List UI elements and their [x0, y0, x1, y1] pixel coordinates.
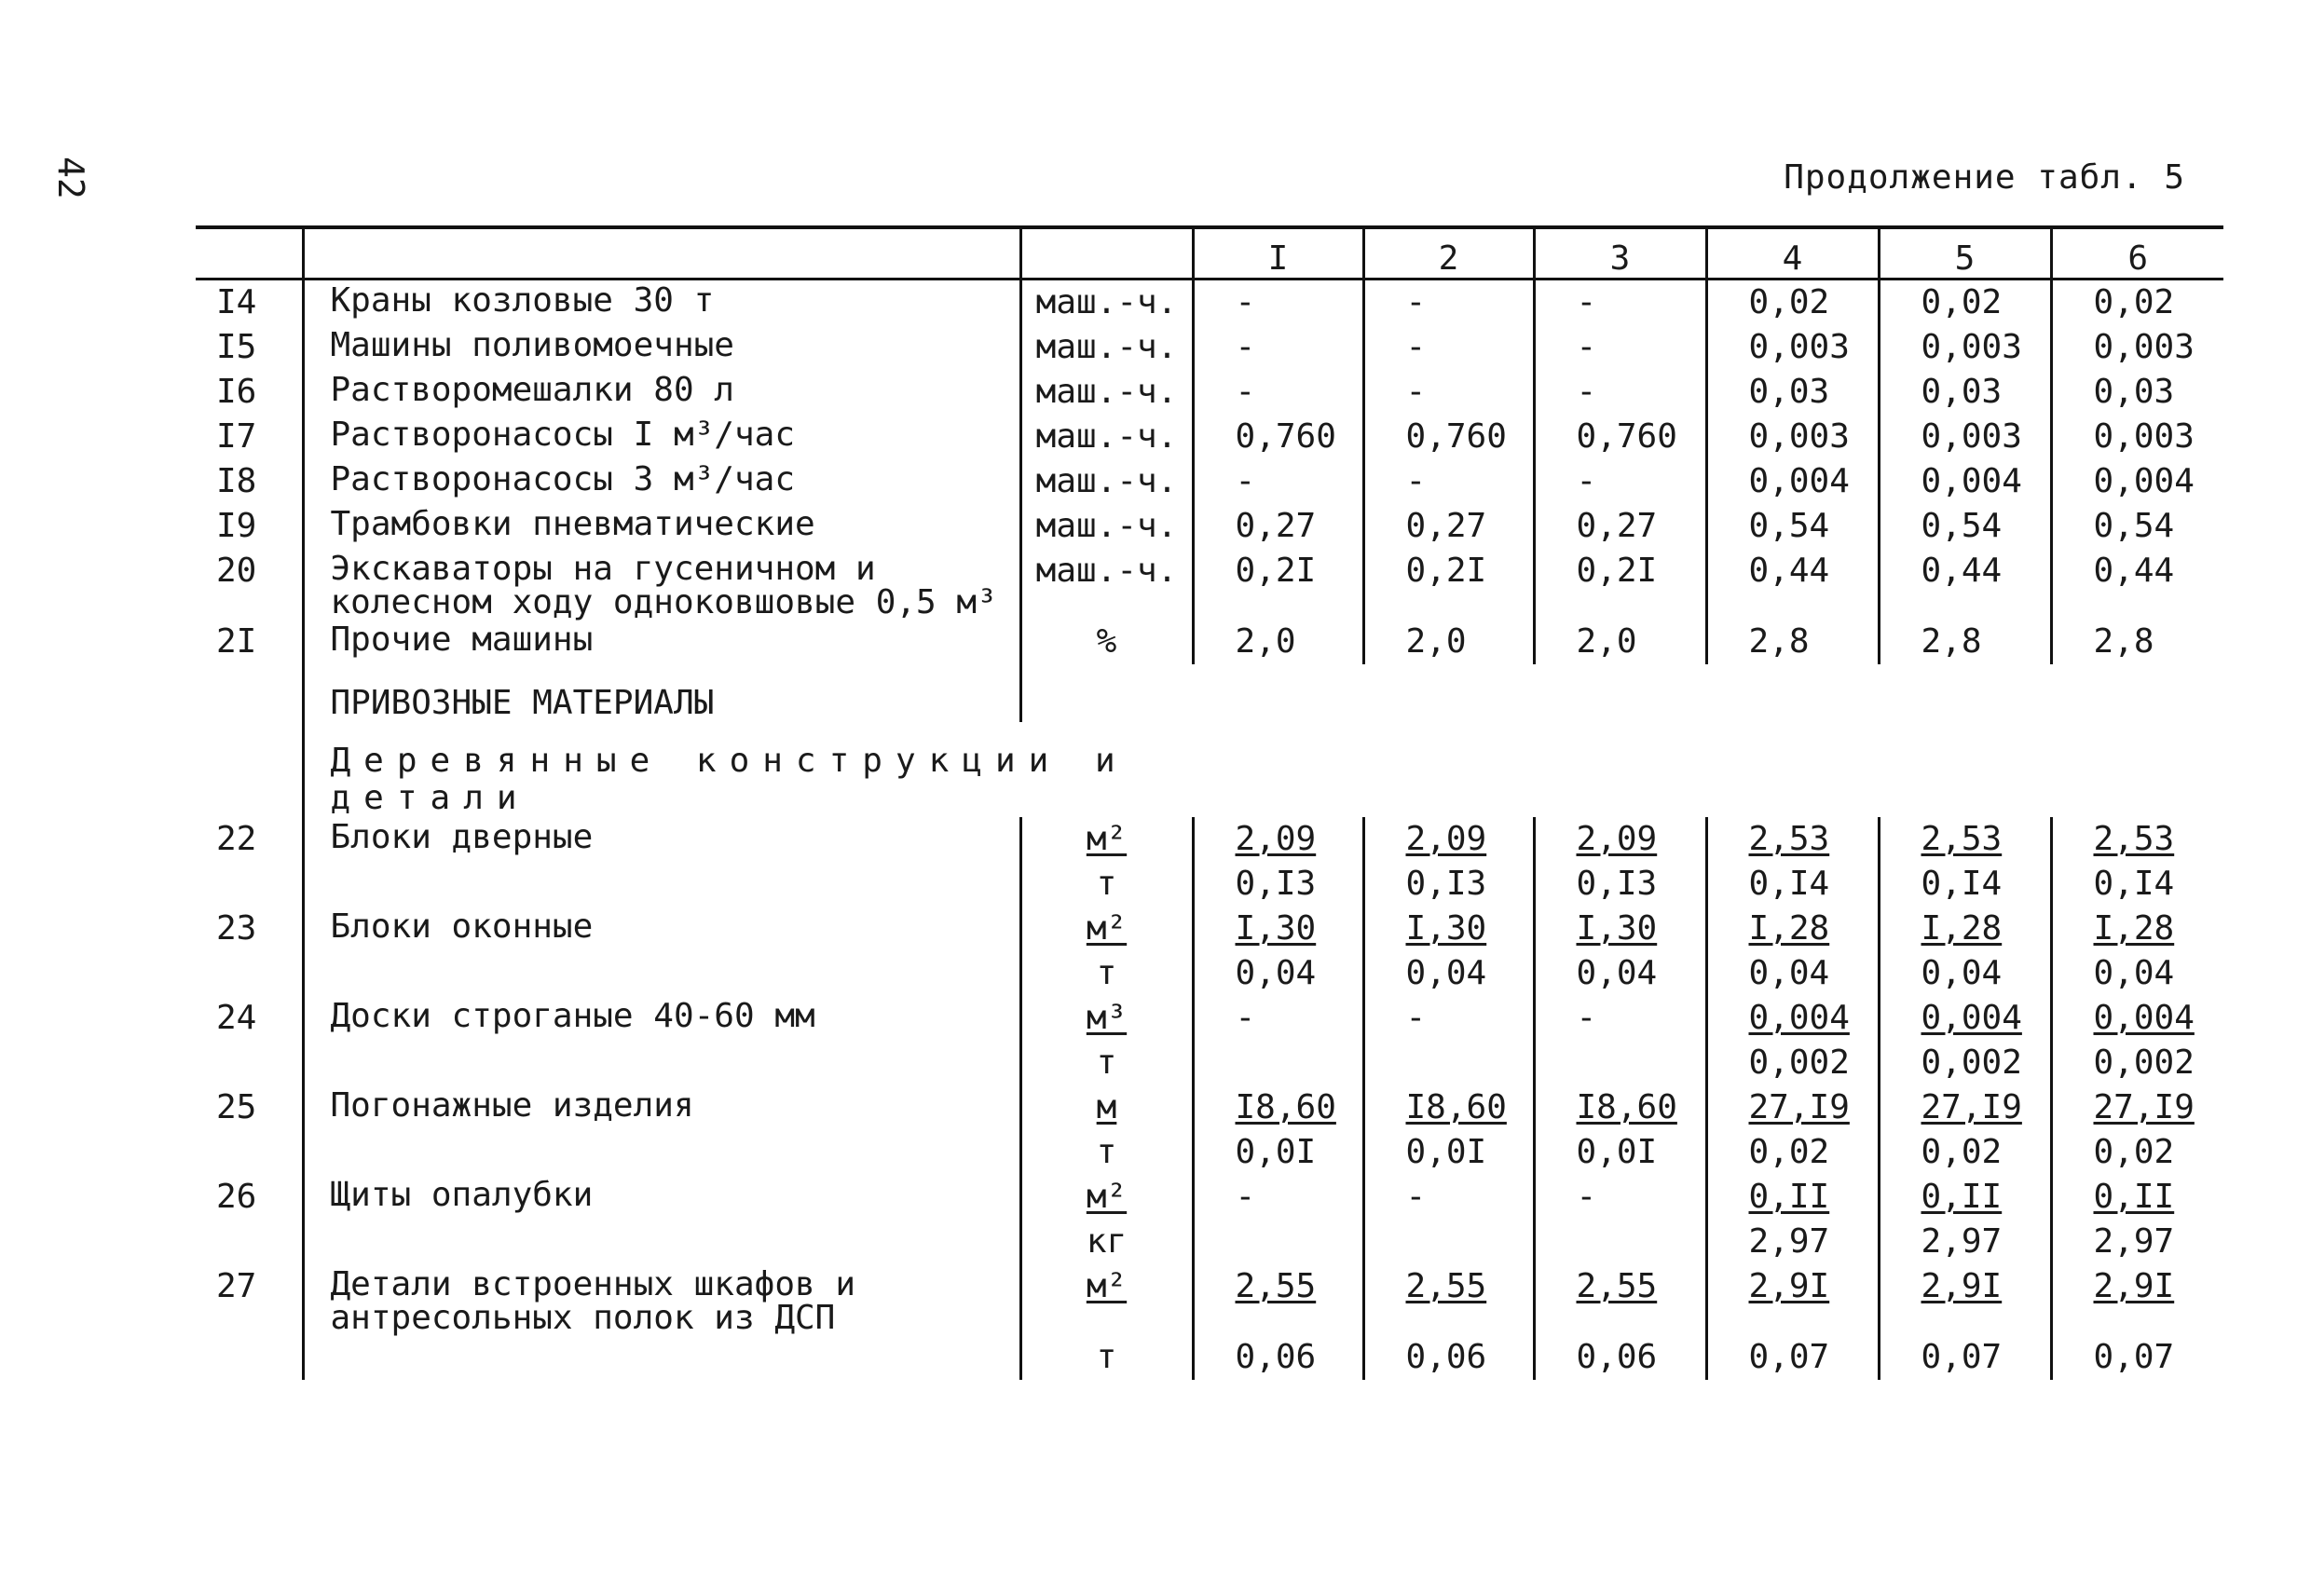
row-value: -	[1363, 280, 1534, 326]
table-row	[196, 1130, 2223, 1175]
row-name: Трамбовки пневматические	[303, 504, 1020, 549]
row-unit: маш.-ч.	[1020, 280, 1193, 326]
row-value: 2,8	[1879, 620, 2051, 664]
row-name: Растворомешалки 80 л	[303, 370, 1020, 415]
section-row	[196, 722, 2223, 817]
row-value: 2,55	[1193, 1264, 1363, 1335]
row-name: Щиты опалубки	[303, 1175, 1020, 1220]
header-col-5: 5	[1879, 227, 2051, 280]
row-number	[196, 862, 303, 907]
row-name: Экскаваторы на гусеничном и колесном ходу одноковшовые 0,5 м³	[303, 549, 1020, 620]
table-row	[196, 1041, 2223, 1085]
row-number: 23	[216, 909, 257, 948]
row-value: 0,0I	[1193, 1130, 1363, 1175]
row-value: 27,I9	[1706, 1085, 1879, 1130]
row-value: 2,97	[1879, 1220, 2051, 1264]
row-value	[1534, 664, 1706, 722]
row-value: I8,60	[1534, 1085, 1706, 1130]
row-value	[2051, 722, 2223, 817]
table-row	[196, 907, 2223, 951]
row-name	[303, 1130, 1020, 1175]
row-unit: м²	[1020, 1264, 1193, 1335]
row-value: 2,97	[1706, 1220, 1879, 1264]
page-number: 42	[50, 157, 91, 199]
header-col-4: 4	[1706, 227, 1879, 280]
table-row	[196, 280, 2223, 326]
row-value: -	[1193, 996, 1363, 1041]
row-name	[303, 1335, 1020, 1380]
row-number: 25	[216, 1088, 257, 1126]
row-value: 0,003	[2051, 325, 2223, 370]
row-name: Растворонасосы I м³/час	[303, 415, 1020, 459]
row-value: 0,004	[1706, 459, 1879, 504]
header-col-2: 2	[1363, 227, 1534, 280]
row-name: Доски строганые 40-60 мм	[303, 996, 1020, 1041]
row-unit: т	[1020, 1335, 1193, 1380]
row-name: Погонажные изделия	[303, 1085, 1020, 1130]
row-value: 0,02	[1706, 280, 1879, 326]
row-number: 27	[216, 1267, 257, 1305]
row-value: 0,0I	[1534, 1130, 1706, 1175]
row-value: 0,I4	[1706, 862, 1879, 907]
row-value: 0,54	[1706, 504, 1879, 549]
row-name	[303, 1041, 1020, 1085]
row-value: 2,09	[1363, 817, 1534, 862]
row-number: I7	[216, 417, 257, 456]
row-value: 0,03	[1879, 370, 2051, 415]
resource-table	[196, 225, 2218, 1380]
row-value: 2,55	[1534, 1264, 1706, 1335]
row-value: I,28	[1879, 907, 2051, 951]
row-value	[1363, 664, 1534, 722]
row-value: -	[1193, 459, 1363, 504]
row-number: I5	[216, 328, 257, 366]
row-value: 2,09	[1534, 817, 1706, 862]
row-value: 0,07	[1879, 1335, 2051, 1380]
row-value: 0,I4	[2051, 862, 2223, 907]
row-value: 0,06	[1363, 1335, 1534, 1380]
row-value: I,30	[1534, 907, 1706, 951]
row-value: 2,9I	[2051, 1264, 2223, 1335]
table-body	[196, 280, 2223, 1381]
row-value: -	[1534, 280, 1706, 326]
table-row	[196, 325, 2223, 370]
row-value: 2,0	[1193, 620, 1363, 664]
row-number: 20	[216, 552, 257, 590]
row-unit: маш.-ч.	[1020, 415, 1193, 459]
row-name: Детали встроенных шкафов и антресольных полок из ДСП	[303, 1264, 1020, 1335]
row-value: 0,0I	[1363, 1130, 1534, 1175]
row-value: 0,27	[1193, 504, 1363, 549]
row-value	[1193, 1220, 1363, 1264]
row-value	[1363, 1220, 1534, 1264]
row-value: 27,I9	[1879, 1085, 2051, 1130]
row-value: 0,003	[2051, 415, 2223, 459]
row-value: 0,44	[2051, 549, 2223, 620]
row-value: -	[1363, 459, 1534, 504]
row-name: Растворонасосы 3 м³/час	[303, 459, 1020, 504]
row-unit: т	[1020, 951, 1193, 996]
row-value: 0,004	[2051, 459, 2223, 504]
row-value: 0,04	[1363, 951, 1534, 996]
row-unit: т	[1020, 1041, 1193, 1085]
row-value: 0,06	[1193, 1335, 1363, 1380]
row-value: 0,2I	[1363, 549, 1534, 620]
row-value: 2,0	[1363, 620, 1534, 664]
row-value: 0,54	[1879, 504, 2051, 549]
row-value: 27,I9	[2051, 1085, 2223, 1130]
row-value: 0,04	[1534, 951, 1706, 996]
row-value: 0,04	[1706, 951, 1879, 996]
row-value: 0,I3	[1193, 862, 1363, 907]
row-name: Блоки дверные	[303, 817, 1020, 862]
row-value	[1706, 664, 1879, 722]
table-row	[196, 1220, 2223, 1264]
row-value: -	[1193, 370, 1363, 415]
row-value: 0,II	[1879, 1175, 2051, 1220]
row-value: -	[1534, 996, 1706, 1041]
row-value: 2,55	[1363, 1264, 1534, 1335]
row-value: 0,44	[1879, 549, 2051, 620]
row-name: Блоки оконные	[303, 907, 1020, 951]
table-row	[196, 504, 2223, 549]
table-row	[196, 620, 2223, 664]
row-name: Машины поливомоечные	[303, 325, 1020, 370]
row-value: 0,04	[1879, 951, 2051, 996]
row-number	[196, 951, 303, 996]
row-value: -	[1534, 459, 1706, 504]
row-value	[1879, 722, 2051, 817]
row-value	[1193, 664, 1363, 722]
row-value: -	[1534, 1175, 1706, 1220]
row-value	[1363, 722, 1534, 817]
row-unit: м	[1020, 1085, 1193, 1130]
row-value: 2,9I	[1879, 1264, 2051, 1335]
row-number: 22	[216, 820, 257, 858]
row-value: -	[1193, 280, 1363, 326]
row-value: 0,004	[1706, 996, 1879, 1041]
row-value: -	[1534, 325, 1706, 370]
row-value: I,30	[1193, 907, 1363, 951]
row-number: I4	[216, 283, 257, 321]
table-row	[196, 415, 2223, 459]
row-unit: маш.-ч.	[1020, 549, 1193, 620]
row-value: 2,8	[1706, 620, 1879, 664]
header-name	[303, 227, 1020, 280]
row-name	[303, 951, 1020, 996]
row-value: 0,004	[1879, 459, 2051, 504]
row-number	[196, 1041, 303, 1085]
row-value: 2,8	[2051, 620, 2223, 664]
row-unit: м²	[1020, 817, 1193, 862]
row-value	[1363, 1041, 1534, 1085]
row-value	[1879, 664, 2051, 722]
row-name	[303, 1220, 1020, 1264]
row-value: 0,004	[2051, 996, 2223, 1041]
table-row	[196, 1085, 2223, 1130]
table-row	[196, 996, 2223, 1041]
table-continuation-label: Продолжение табл. 5	[1784, 158, 2185, 197]
row-number: I6	[216, 373, 257, 411]
row-value: 0,02	[2051, 1130, 2223, 1175]
row-value: I8,60	[1363, 1085, 1534, 1130]
header-col-3: 3	[1534, 227, 1706, 280]
row-unit: м³	[1020, 996, 1193, 1041]
header-col-1: I	[1193, 227, 1363, 280]
row-value	[1193, 1041, 1363, 1085]
row-name: Краны козловые 30 т	[303, 280, 1020, 326]
row-value: 0,2I	[1534, 549, 1706, 620]
row-value: -	[1193, 325, 1363, 370]
row-number: I8	[216, 462, 257, 500]
table-row	[196, 951, 2223, 996]
row-value	[1706, 722, 1879, 817]
row-value: 0,04	[1193, 951, 1363, 996]
row-value: -	[1534, 370, 1706, 415]
row-value: I,28	[1706, 907, 1879, 951]
row-value	[2051, 664, 2223, 722]
row-value	[1193, 722, 1363, 817]
row-unit: кг	[1020, 1220, 1193, 1264]
row-value: 0,07	[1706, 1335, 1879, 1380]
row-unit: м²	[1020, 907, 1193, 951]
table-row	[196, 1335, 2223, 1380]
header-unit	[1020, 227, 1193, 280]
row-unit	[1020, 664, 1193, 722]
row-value: 0,003	[1879, 415, 2051, 459]
row-unit: т	[1020, 1130, 1193, 1175]
row-value: 0,03	[2051, 370, 2223, 415]
section-title: ПРИВОЗНЫЕ МАТЕРИАЛЫ	[303, 664, 1020, 722]
header-col-6: 6	[2051, 227, 2223, 280]
row-value: 0,002	[1706, 1041, 1879, 1085]
row-value: 0,06	[1534, 1335, 1706, 1380]
row-number	[196, 1220, 303, 1264]
row-number	[196, 1130, 303, 1175]
row-value: 0,54	[2051, 504, 2223, 549]
row-value: -	[1363, 325, 1534, 370]
header-num	[196, 227, 303, 280]
row-value: 0,44	[1706, 549, 1879, 620]
row-value: 0,I3	[1363, 862, 1534, 907]
row-number	[196, 1335, 303, 1380]
row-value: 0,003	[1879, 325, 2051, 370]
row-value: 0,I3	[1534, 862, 1706, 907]
row-value: 0,02	[1879, 280, 2051, 326]
row-value: -	[1363, 370, 1534, 415]
row-value: 0,02	[1706, 1130, 1879, 1175]
row-value	[1534, 722, 1706, 817]
table-header	[196, 227, 2223, 280]
row-value: 2,53	[2051, 817, 2223, 862]
row-value: 0,II	[1706, 1175, 1879, 1220]
row-value: 2,53	[1706, 817, 1879, 862]
table-row	[196, 817, 2223, 862]
row-value: 0,2I	[1193, 549, 1363, 620]
row-value: 0,II	[2051, 1175, 2223, 1220]
row-unit: маш.-ч.	[1020, 370, 1193, 415]
row-value: I,28	[2051, 907, 2223, 951]
row-value: 2,09	[1193, 817, 1363, 862]
section-row	[196, 664, 2223, 722]
row-name	[303, 862, 1020, 907]
row-value: -	[1193, 1175, 1363, 1220]
row-value: 0,27	[1363, 504, 1534, 549]
resource-table-grid	[196, 225, 2223, 1380]
row-value: 0,004	[1879, 996, 2051, 1041]
row-number: 2I	[216, 622, 257, 661]
row-unit: маш.-ч.	[1020, 459, 1193, 504]
row-number: 24	[216, 999, 257, 1037]
subsection-title: Деревянные конструкции и детали	[303, 722, 1193, 817]
row-value: 2,53	[1879, 817, 2051, 862]
row-value: 2,0	[1534, 620, 1706, 664]
table-row	[196, 1175, 2223, 1220]
row-value: I,30	[1363, 907, 1534, 951]
row-value: 0,02	[2051, 280, 2223, 326]
row-number	[196, 664, 303, 722]
table-row	[196, 549, 2223, 620]
row-value	[1534, 1041, 1706, 1085]
row-value: 0,003	[1706, 325, 1879, 370]
row-unit: маш.-ч.	[1020, 325, 1193, 370]
row-number: 26	[216, 1178, 257, 1216]
row-value: 0,002	[1879, 1041, 2051, 1085]
row-value: 0,07	[2051, 1335, 2223, 1380]
row-value: 0,760	[1193, 415, 1363, 459]
row-value: 0,27	[1534, 504, 1706, 549]
row-value: 0,003	[1706, 415, 1879, 459]
row-value: 0,I4	[1879, 862, 2051, 907]
row-value: -	[1363, 996, 1534, 1041]
row-value: 0,760	[1363, 415, 1534, 459]
row-value: I8,60	[1193, 1085, 1363, 1130]
row-value: 0,02	[1879, 1130, 2051, 1175]
table-row	[196, 1264, 2223, 1335]
row-unit: маш.-ч.	[1020, 504, 1193, 549]
row-value: 0,760	[1534, 415, 1706, 459]
table-row	[196, 370, 2223, 415]
row-number: I9	[216, 507, 257, 545]
row-value	[1534, 1220, 1706, 1264]
row-unit: т	[1020, 862, 1193, 907]
table-row	[196, 459, 2223, 504]
row-value: 2,9I	[1706, 1264, 1879, 1335]
row-name: Прочие машины	[303, 620, 1020, 664]
row-unit: %	[1020, 620, 1193, 664]
row-value: 0,04	[2051, 951, 2223, 996]
row-value: 0,002	[2051, 1041, 2223, 1085]
table-row	[196, 862, 2223, 907]
row-value: 0,03	[1706, 370, 1879, 415]
row-value: 2,97	[2051, 1220, 2223, 1264]
row-unit: м²	[1020, 1175, 1193, 1220]
row-value: -	[1363, 1175, 1534, 1220]
row-number	[196, 722, 303, 817]
